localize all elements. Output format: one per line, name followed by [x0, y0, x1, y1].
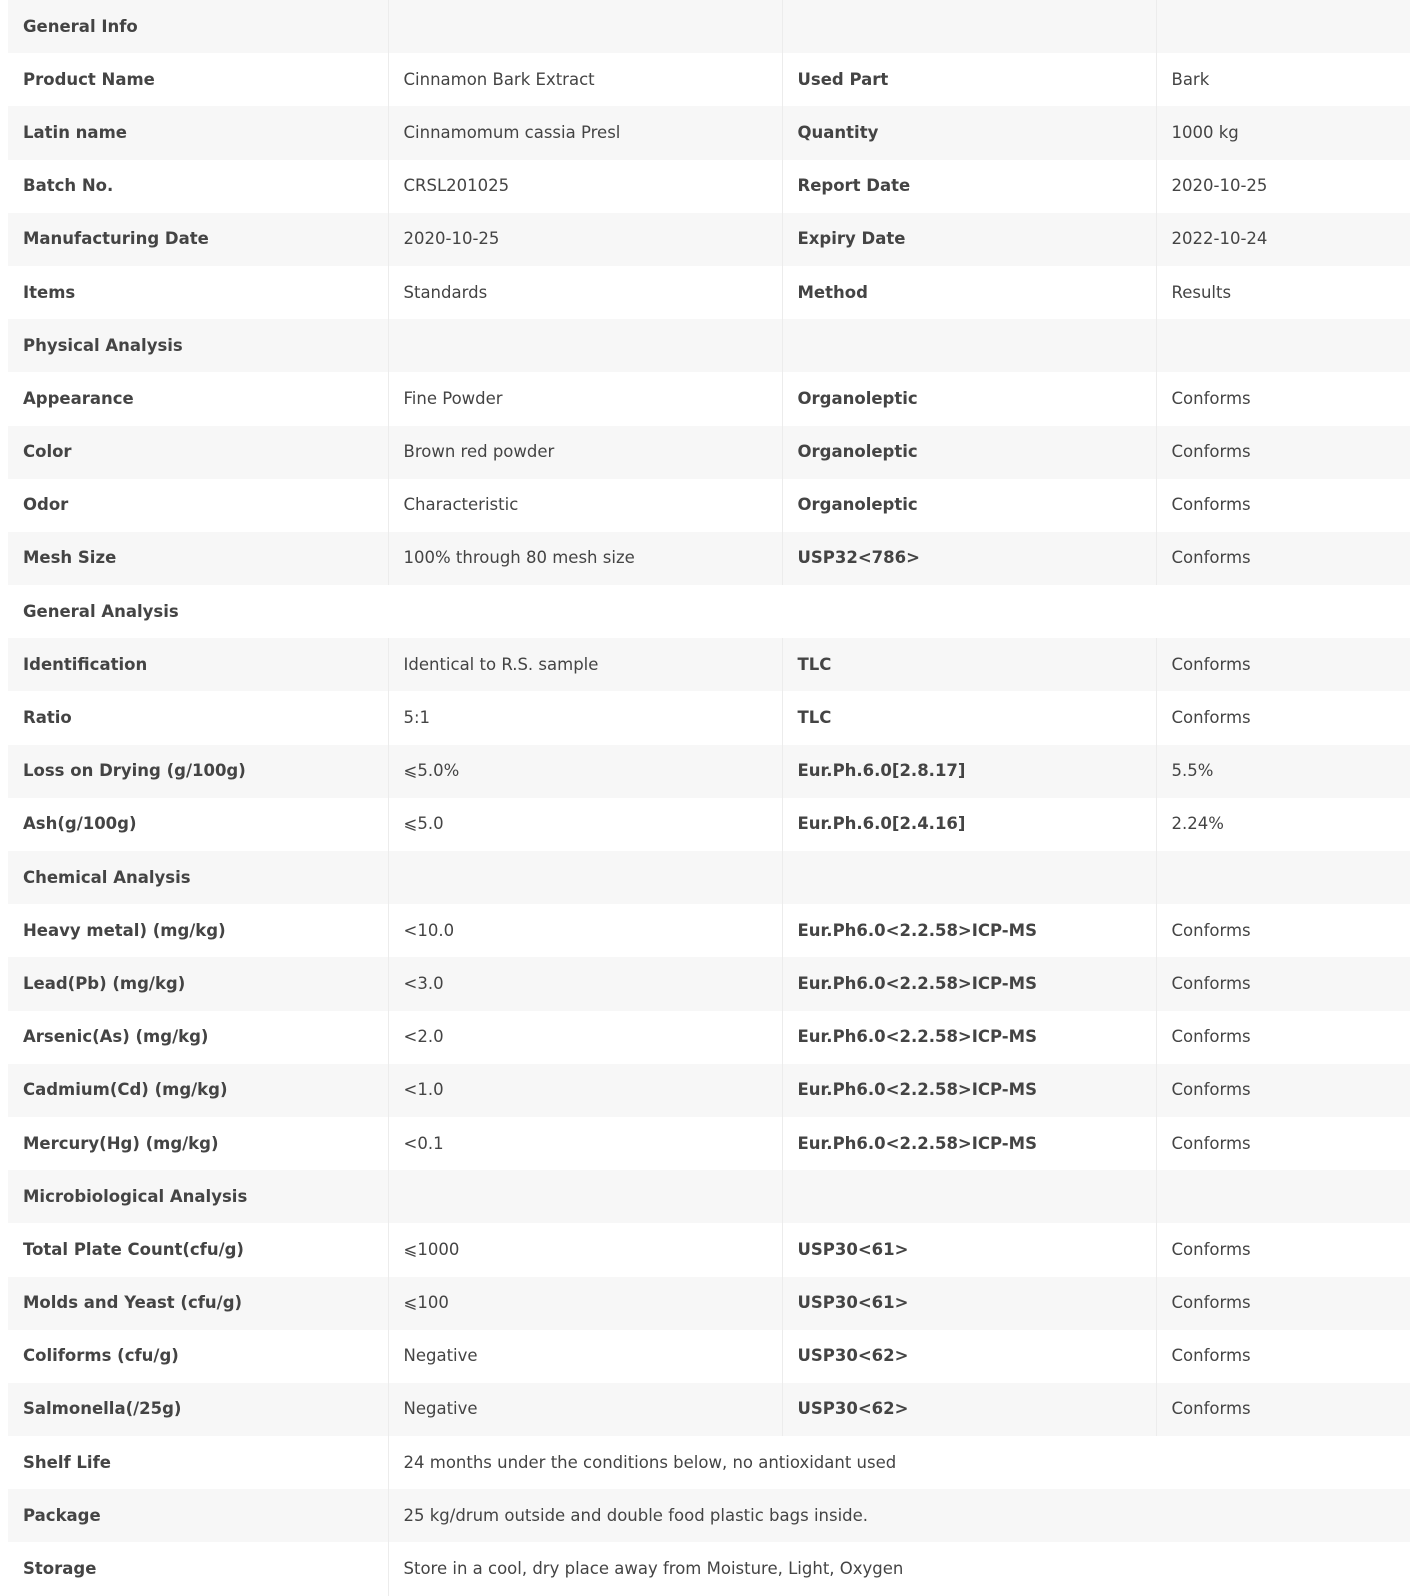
- item-cell: Ash(g/100g): [8, 798, 388, 851]
- item-cell: Lead(Pb) (mg/kg): [8, 957, 388, 1010]
- empty-cell: [388, 0, 782, 53]
- standard-cell: ⩽1000: [388, 1223, 782, 1276]
- standard-cell: Identical to R.S. sample: [388, 638, 782, 691]
- row-value-secondary: 2020-10-25: [1156, 160, 1410, 213]
- certificate-of-analysis-table: [8, 0, 1410, 1596]
- table-row: [8, 213, 1410, 266]
- row-value: 2020-10-25: [388, 213, 782, 266]
- section-row-microbiological-analysis: [8, 1170, 1410, 1223]
- item-cell: Mesh Size: [8, 532, 388, 585]
- row-value-secondary: 2022-10-24: [1156, 213, 1410, 266]
- table-row: [8, 1011, 1410, 1064]
- table-row-shelf-life: [8, 1436, 1410, 1489]
- result-cell: Conforms: [1156, 1011, 1410, 1064]
- item-cell: Loss on Drying (g/100g): [8, 745, 388, 798]
- standard-cell: Negative: [388, 1383, 782, 1436]
- item-cell: Arsenic(As) (mg/kg): [8, 1011, 388, 1064]
- item-cell: Odor: [8, 479, 388, 532]
- row-label-secondary: Expiry Date: [782, 213, 1156, 266]
- row-label: Package: [8, 1489, 388, 1542]
- table-row: [8, 372, 1410, 425]
- method-cell: USP30<61>: [782, 1277, 1156, 1330]
- standard-cell: Fine Powder: [388, 372, 782, 425]
- table-row-column-headings: [8, 266, 1410, 319]
- standard-cell: <3.0: [388, 957, 782, 1010]
- result-cell: Conforms: [1156, 957, 1410, 1010]
- empty-cell: [1156, 851, 1410, 904]
- table-row: [8, 479, 1410, 532]
- result-cell: Conforms: [1156, 1330, 1410, 1383]
- method-cell: Organoleptic: [782, 372, 1156, 425]
- method-cell: USP30<62>: [782, 1383, 1156, 1436]
- item-cell: Color: [8, 426, 388, 479]
- table-row: [8, 1383, 1410, 1436]
- item-cell: Molds and Yeast (cfu/g): [8, 1277, 388, 1330]
- row-value: CRSL201025: [388, 160, 782, 213]
- row-label-secondary: Used Part: [782, 53, 1156, 106]
- empty-cell: [388, 851, 782, 904]
- method-cell: Organoleptic: [782, 479, 1156, 532]
- result-cell: 2.24%: [1156, 798, 1410, 851]
- standard-cell: Brown red powder: [388, 426, 782, 479]
- empty-cell: [388, 319, 782, 372]
- method-cell: USP30<62>: [782, 1330, 1156, 1383]
- standard-cell: 100% through 80 mesh size: [388, 532, 782, 585]
- item-cell: Heavy metal) (mg/kg): [8, 904, 388, 957]
- table-row: [8, 904, 1410, 957]
- standard-cell: <10.0: [388, 904, 782, 957]
- table-row: [8, 798, 1410, 851]
- row-value: Cinnamon Bark Extract: [388, 53, 782, 106]
- standard-cell: <2.0: [388, 1011, 782, 1064]
- row-value: 24 months under the conditions below, no antioxidant used: [388, 1436, 1410, 1489]
- section-row-general-analysis: [8, 585, 1410, 638]
- section-row-general-info: [8, 0, 1410, 53]
- method-cell: Eur.Ph6.0<2.2.58>ICP-MS: [782, 904, 1156, 957]
- standard-cell: ⩽100: [388, 1277, 782, 1330]
- empty-cell: [1156, 1170, 1410, 1223]
- result-cell: Conforms: [1156, 691, 1410, 744]
- table-row-package: [8, 1489, 1410, 1542]
- standard-cell: 5:1: [388, 691, 782, 744]
- table-row: [8, 1330, 1410, 1383]
- row-value-secondary: Results: [1156, 266, 1410, 319]
- table-row: [8, 106, 1410, 159]
- method-cell: TLC: [782, 638, 1156, 691]
- method-cell: Eur.Ph6.0<2.2.58>ICP-MS: [782, 1011, 1156, 1064]
- result-cell: Conforms: [1156, 1117, 1410, 1170]
- result-cell: Conforms: [1156, 1223, 1410, 1276]
- row-label: Latin name: [8, 106, 388, 159]
- section-row-physical-analysis: [8, 319, 1410, 372]
- result-cell: Conforms: [1156, 1383, 1410, 1436]
- item-cell: Identification: [8, 638, 388, 691]
- row-label: Storage: [8, 1542, 388, 1595]
- table-row: [8, 1277, 1410, 1330]
- row-value: Store in a cool, dry place away from Moisture, Light, Oxygen: [388, 1542, 1410, 1595]
- result-cell: Conforms: [1156, 1277, 1410, 1330]
- row-label: Shelf Life: [8, 1436, 388, 1489]
- table-row: [8, 426, 1410, 479]
- method-cell: USP30<61>: [782, 1223, 1156, 1276]
- result-cell: Conforms: [1156, 1064, 1410, 1117]
- table-row: [8, 160, 1410, 213]
- empty-cell: [1156, 0, 1410, 53]
- result-cell: Conforms: [1156, 426, 1410, 479]
- table-row: [8, 745, 1410, 798]
- method-cell: Eur.Ph.6.0[2.8.17]: [782, 745, 1156, 798]
- method-cell: TLC: [782, 691, 1156, 744]
- standard-cell: <1.0: [388, 1064, 782, 1117]
- empty-cell: [1156, 319, 1410, 372]
- standard-cell: Characteristic: [388, 479, 782, 532]
- section-title: Physical Analysis: [8, 319, 388, 372]
- section-row-chemical-analysis: [8, 851, 1410, 904]
- table-row: [8, 1064, 1410, 1117]
- row-label: Items: [8, 266, 388, 319]
- section-title: Microbiological Analysis: [8, 1170, 388, 1223]
- method-cell: Eur.Ph6.0<2.2.58>ICP-MS: [782, 1117, 1156, 1170]
- empty-cell: [782, 1170, 1156, 1223]
- row-value: Cinnamomum cassia Presl: [388, 106, 782, 159]
- empty-cell: [388, 1170, 782, 1223]
- result-cell: 5.5%: [1156, 745, 1410, 798]
- row-label-secondary: Report Date: [782, 160, 1156, 213]
- empty-cell: [782, 0, 1156, 53]
- standard-cell: ⩽5.0%: [388, 745, 782, 798]
- table-row: [8, 638, 1410, 691]
- coa-sheet: [8, 0, 1410, 1596]
- method-cell: USP32<786>: [782, 532, 1156, 585]
- empty-cell: [782, 319, 1156, 372]
- table-row: [8, 957, 1410, 1010]
- item-cell: Appearance: [8, 372, 388, 425]
- row-value: 25 kg/drum outside and double food plastic bags inside.: [388, 1489, 1410, 1542]
- method-cell: Eur.Ph6.0<2.2.58>ICP-MS: [782, 1064, 1156, 1117]
- result-cell: Conforms: [1156, 372, 1410, 425]
- row-label: Product Name: [8, 53, 388, 106]
- item-cell: Coliforms (cfu/g): [8, 1330, 388, 1383]
- result-cell: Conforms: [1156, 479, 1410, 532]
- standard-cell: <0.1: [388, 1117, 782, 1170]
- result-cell: Conforms: [1156, 532, 1410, 585]
- row-value-secondary: 1000 kg: [1156, 106, 1410, 159]
- result-cell: Conforms: [1156, 638, 1410, 691]
- row-label-secondary: Method: [782, 266, 1156, 319]
- section-title: General Info: [8, 0, 388, 53]
- method-cell: Eur.Ph6.0<2.2.58>ICP-MS: [782, 957, 1156, 1010]
- section-title: Chemical Analysis: [8, 851, 388, 904]
- row-label-secondary: Quantity: [782, 106, 1156, 159]
- row-value: Standards: [388, 266, 782, 319]
- standard-cell: ⩽5.0: [388, 798, 782, 851]
- method-cell: Organoleptic: [782, 426, 1156, 479]
- item-cell: Ratio: [8, 691, 388, 744]
- item-cell: Cadmium(Cd) (mg/kg): [8, 1064, 388, 1117]
- item-cell: Mercury(Hg) (mg/kg): [8, 1117, 388, 1170]
- table-row-storage: [8, 1542, 1410, 1595]
- section-title: General Analysis: [8, 585, 1410, 638]
- empty-cell: [782, 851, 1156, 904]
- row-label: Batch No.: [8, 160, 388, 213]
- row-value-secondary: Bark: [1156, 53, 1410, 106]
- table-row: [8, 691, 1410, 744]
- standard-cell: Negative: [388, 1330, 782, 1383]
- item-cell: Salmonella(/25g): [8, 1383, 388, 1436]
- table-row: [8, 1223, 1410, 1276]
- result-cell: Conforms: [1156, 904, 1410, 957]
- method-cell: Eur.Ph.6.0[2.4.16]: [782, 798, 1156, 851]
- row-label: Manufacturing Date: [8, 213, 388, 266]
- item-cell: Total Plate Count(cfu/g): [8, 1223, 388, 1276]
- table-row: [8, 1117, 1410, 1170]
- table-row: [8, 532, 1410, 585]
- table-row: [8, 53, 1410, 106]
